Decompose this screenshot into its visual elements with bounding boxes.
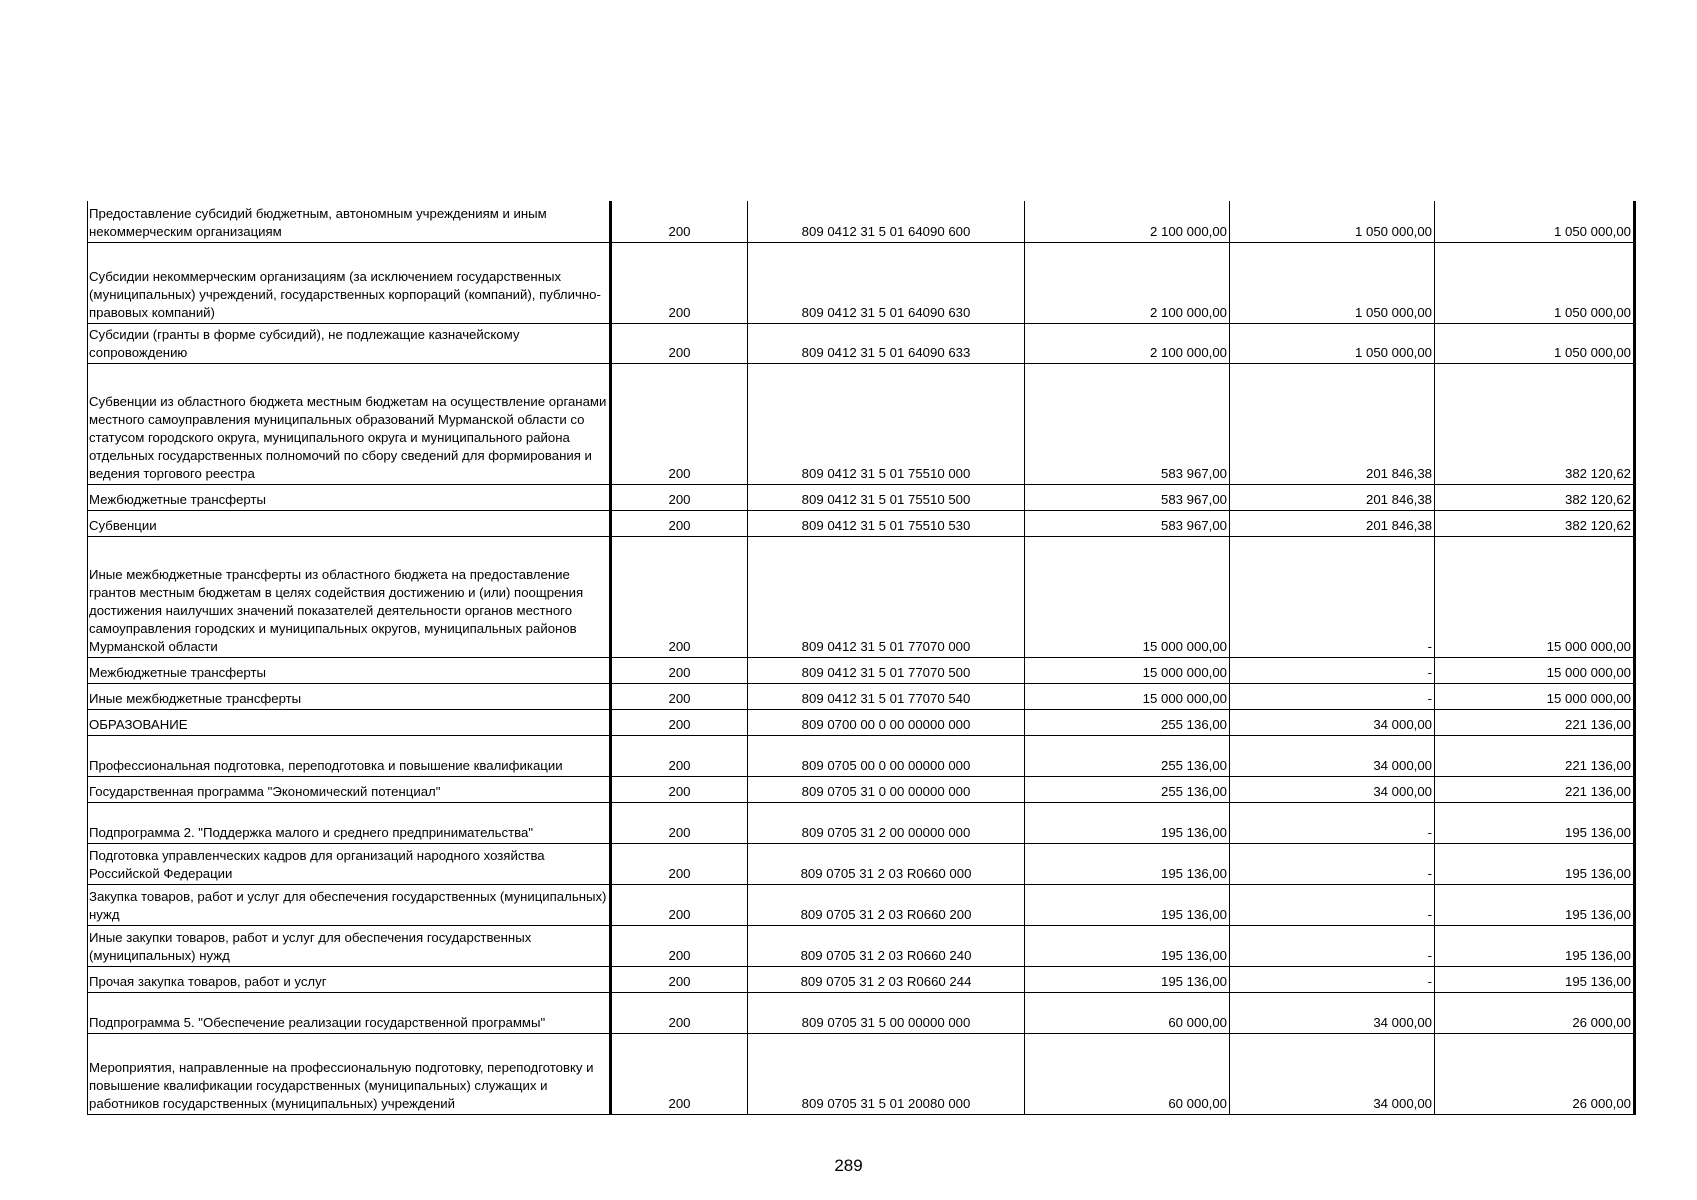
row-value-1: 15 000 000,00: [1025, 536, 1230, 657]
row-kbk: 809 0412 31 5 01 75510 500: [748, 484, 1025, 510]
row-code: 200: [611, 966, 748, 992]
table-row: [88, 735, 1635, 776]
row-name: Иные межбюджетные трансферты: [88, 683, 611, 709]
row-value-3: 195 136,00: [1435, 966, 1635, 992]
row-kbk: 809 0412 31 5 01 64090 630: [748, 242, 1025, 323]
row-code: 200: [611, 709, 748, 735]
row-name: Субсидии (гранты в форме субсидий), не подлежащие казначейскому сопровождению: [88, 323, 611, 363]
row-value-2: 34 000,00: [1230, 992, 1435, 1033]
row-code: 200: [611, 992, 748, 1033]
table-row: [88, 201, 1635, 242]
row-value-1: 255 136,00: [1025, 735, 1230, 776]
row-code: 200: [611, 1033, 748, 1114]
row-value-3: 26 000,00: [1435, 992, 1635, 1033]
row-kbk: 809 0705 31 5 01 20080 000: [748, 1033, 1025, 1114]
row-kbk: 809 0412 31 5 01 77070 000: [748, 536, 1025, 657]
row-kbk: 809 0705 31 2 03 R0660 244: [748, 966, 1025, 992]
row-value-2: -: [1230, 536, 1435, 657]
row-kbk: 809 0412 31 5 01 77070 540: [748, 683, 1025, 709]
row-code: 200: [611, 657, 748, 683]
row-value-2: 201 846,38: [1230, 510, 1435, 536]
row-name: Подготовка управленческих кадров для организаций народного хозяйства Российской Федерации: [88, 843, 611, 884]
row-code: 200: [611, 683, 748, 709]
row-value-2: -: [1230, 802, 1435, 843]
row-value-3: 221 136,00: [1435, 735, 1635, 776]
row-value-3: 195 136,00: [1435, 843, 1635, 884]
row-value-1: 15 000 000,00: [1025, 683, 1230, 709]
row-code: 200: [611, 363, 748, 484]
row-value-2: 1 050 000,00: [1230, 242, 1435, 323]
row-code: 200: [611, 201, 748, 242]
row-value-1: 195 136,00: [1025, 802, 1230, 843]
row-kbk: 809 0700 00 0 00 00000 000: [748, 709, 1025, 735]
row-code: 200: [611, 884, 748, 925]
row-name: Межбюджетные трансферты: [88, 484, 611, 510]
row-value-3: 221 136,00: [1435, 709, 1635, 735]
table-row: [88, 242, 1635, 323]
table-row: [88, 510, 1635, 536]
row-value-2: -: [1230, 925, 1435, 966]
row-value-1: 195 136,00: [1025, 843, 1230, 884]
table-row: [88, 1033, 1635, 1114]
row-value-3: 382 120,62: [1435, 484, 1635, 510]
row-value-3: 15 000 000,00: [1435, 536, 1635, 657]
row-value-2: -: [1230, 683, 1435, 709]
row-code: 200: [611, 735, 748, 776]
row-code: 200: [611, 802, 748, 843]
row-name: Мероприятия, направленные на профессиональную подготовку, переподготовку и повышение квалификации государственных (муниципальных) служащих и работников государственных (муниципальных) учреждений: [88, 1033, 611, 1114]
table-row: [88, 709, 1635, 735]
row-value-1: 2 100 000,00: [1025, 242, 1230, 323]
row-value-2: 34 000,00: [1230, 735, 1435, 776]
row-name: Прочая закупка товаров, работ и услуг: [88, 966, 611, 992]
table-row: [88, 363, 1635, 484]
row-name: Субсидии некоммерческим организациям (за исключением государственных (муниципальных) учреждений, государственных корпораций (компаний), публично-правовых компаний): [88, 242, 611, 323]
row-value-1: 583 967,00: [1025, 510, 1230, 536]
row-value-3: 382 120,62: [1435, 363, 1635, 484]
row-value-1: 15 000 000,00: [1025, 657, 1230, 683]
row-value-3: 195 136,00: [1435, 802, 1635, 843]
table-row: [88, 683, 1635, 709]
row-name: Закупка товаров, работ и услуг для обеспечения государственных (муниципальных) нужд: [88, 884, 611, 925]
table-row: [88, 323, 1635, 363]
row-value-2: 201 846,38: [1230, 363, 1435, 484]
row-value-2: 34 000,00: [1230, 1033, 1435, 1114]
row-name: Иные межбюджетные трансферты из областного бюджета на предоставление грантов местным бюджетам в целях содействия достижению и (или) поощрения достижения наилучших значений показателей деятельности органов местного самоуправления городских и муниципальных округов, муниципальных районов Мурманской области: [88, 536, 611, 657]
row-value-3: 26 000,00: [1435, 1033, 1635, 1114]
row-code: 200: [611, 510, 748, 536]
row-code: 200: [611, 242, 748, 323]
row-value-3: 1 050 000,00: [1435, 201, 1635, 242]
row-value-2: -: [1230, 843, 1435, 884]
row-value-3: 1 050 000,00: [1435, 323, 1635, 363]
table-row: [88, 657, 1635, 683]
row-name: Подпрограмма 2. "Поддержка малого и среднего предпринимательства": [88, 802, 611, 843]
row-code: 200: [611, 323, 748, 363]
row-value-2: 1 050 000,00: [1230, 201, 1435, 242]
row-kbk: 809 0412 31 5 01 64090 600: [748, 201, 1025, 242]
row-code: 200: [611, 536, 748, 657]
row-value-3: 195 136,00: [1435, 884, 1635, 925]
row-kbk: 809 0705 00 0 00 00000 000: [748, 735, 1025, 776]
row-kbk: 809 0705 31 0 00 00000 000: [748, 776, 1025, 802]
row-value-1: 2 100 000,00: [1025, 201, 1230, 242]
row-value-2: 201 846,38: [1230, 484, 1435, 510]
row-kbk: 809 0705 31 5 00 00000 000: [748, 992, 1025, 1033]
row-name: Иные закупки товаров, работ и услуг для обеспечения государственных (муниципальных) нужд: [88, 925, 611, 966]
row-value-3: 15 000 000,00: [1435, 657, 1635, 683]
row-code: 200: [611, 484, 748, 510]
row-value-1: 195 136,00: [1025, 966, 1230, 992]
row-value-2: -: [1230, 884, 1435, 925]
row-kbk: 809 0412 31 5 01 77070 500: [748, 657, 1025, 683]
table-row: [88, 776, 1635, 802]
row-name: Профессиональная подготовка, переподготовка и повышение квалификации: [88, 735, 611, 776]
row-value-1: 255 136,00: [1025, 709, 1230, 735]
row-name: Подпрограмма 5. "Обеспечение реализации государственной программы": [88, 992, 611, 1033]
row-value-1: 195 136,00: [1025, 925, 1230, 966]
row-value-2: 34 000,00: [1230, 776, 1435, 802]
row-value-1: 195 136,00: [1025, 884, 1230, 925]
table-row: [88, 966, 1635, 992]
row-value-2: -: [1230, 657, 1435, 683]
row-value-2: -: [1230, 966, 1435, 992]
table-row: [88, 843, 1635, 884]
table-row: [88, 802, 1635, 843]
row-value-1: 583 967,00: [1025, 484, 1230, 510]
row-name: Государственная программа "Экономический потенциал": [88, 776, 611, 802]
row-kbk: 809 0705 31 2 00 00000 000: [748, 802, 1025, 843]
row-value-1: 60 000,00: [1025, 1033, 1230, 1114]
row-code: 200: [611, 776, 748, 802]
row-value-3: 195 136,00: [1435, 925, 1635, 966]
budget-table: [87, 201, 1636, 1115]
row-value-1: 60 000,00: [1025, 992, 1230, 1033]
table-row: [88, 992, 1635, 1033]
row-value-1: 583 967,00: [1025, 363, 1230, 484]
row-name: Субвенции: [88, 510, 611, 536]
row-kbk: 809 0412 31 5 01 64090 633: [748, 323, 1025, 363]
row-value-3: 221 136,00: [1435, 776, 1635, 802]
row-value-2: 34 000,00: [1230, 709, 1435, 735]
row-name: Предоставление субсидий бюджетным, автономным учреждениям и иным некоммерческим организациям: [88, 201, 611, 242]
page-number: 289: [834, 1156, 863, 1175]
row-value-1: 255 136,00: [1025, 776, 1230, 802]
row-value-3: 15 000 000,00: [1435, 683, 1635, 709]
table-row: [88, 884, 1635, 925]
row-code: 200: [611, 925, 748, 966]
table-row: [88, 925, 1635, 966]
row-kbk: 809 0412 31 5 01 75510 530: [748, 510, 1025, 536]
table-body: [88, 201, 1635, 1114]
row-value-3: 382 120,62: [1435, 510, 1635, 536]
row-name: Межбюджетные трансферты: [88, 657, 611, 683]
row-code: 200: [611, 843, 748, 884]
table-row: [88, 536, 1635, 657]
row-kbk: 809 0705 31 2 03 R0660 000: [748, 843, 1025, 884]
row-name: Субвенции из областного бюджета местным бюджетам на осуществление органами местного самоуправления муниципальных образований Мурманской области со статусом городского округа, муниципального округа и муниципального района отдельных государственных полномочий по сбору сведений для формирования и ведения торгового реестра: [88, 363, 611, 484]
row-value-1: 2 100 000,00: [1025, 323, 1230, 363]
row-name: ОБРАЗОВАНИЕ: [88, 709, 611, 735]
row-value-2: 1 050 000,00: [1230, 323, 1435, 363]
row-value-3: 1 050 000,00: [1435, 242, 1635, 323]
row-kbk: 809 0705 31 2 03 R0660 240: [748, 925, 1025, 966]
row-kbk: 809 0705 31 2 03 R0660 200: [748, 884, 1025, 925]
row-kbk: 809 0412 31 5 01 75510 000: [748, 363, 1025, 484]
table-row: [88, 484, 1635, 510]
